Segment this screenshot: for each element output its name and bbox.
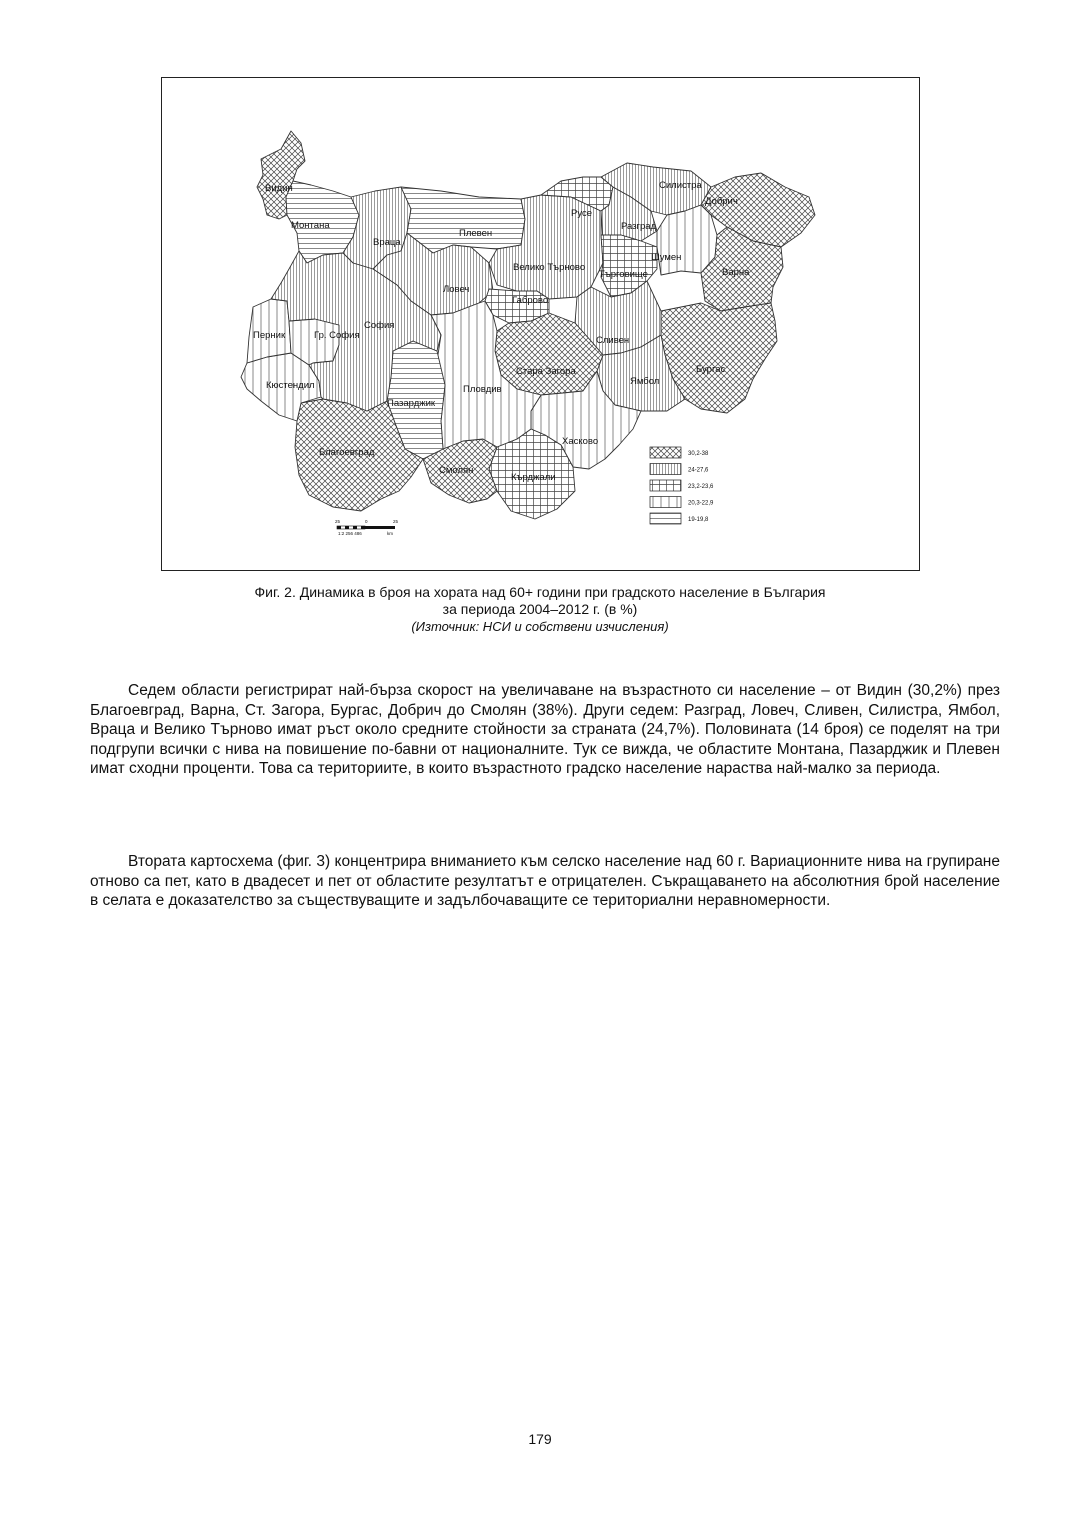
scale-tick-right: 25: [393, 519, 399, 524]
region-label-yambol: Ямбол: [630, 376, 660, 387]
region-label-pernik: Перник: [253, 330, 286, 341]
region-label-varna: Варна: [722, 267, 750, 278]
page-number: 179: [528, 1431, 552, 1447]
region-label-vratsa: Враца: [373, 237, 401, 248]
legend-label-3: 23,2-23,6: [688, 484, 714, 490]
scale-tick-mid: 0: [365, 519, 368, 524]
region-label-montana: Монтана: [291, 220, 330, 231]
region-label-razgrad: Разград: [621, 221, 657, 232]
regions-layer: [241, 131, 815, 519]
scale-ratio: 1:2 256 486: [338, 531, 362, 536]
region-label-shumen: Шумен: [651, 252, 682, 263]
region-label-plovdiv: Пловдив: [463, 384, 502, 395]
region-label-smolyan: Смолян: [439, 465, 474, 476]
region-label-blagoevgrad: Благоевград: [319, 447, 375, 458]
legend-label-1: 30,2-38: [688, 451, 709, 457]
paragraph-2: Втората картосхема (фиг. 3) концентрира вниманието към селско население над 60 г. Вариационните нива на групиране отново са пет, като в двадесет и пет от областите резултатът е отрицателен. Съкращаването на абсолютния брой население в селата е доказателство за съществуващите и задълбочаващите се териториални неравномерности.: [90, 853, 1000, 909]
legend-label-4: 20,3-22,9: [688, 500, 714, 507]
map-figure: [161, 77, 920, 571]
region-label-stara-zagora: Стара Загора: [516, 366, 576, 377]
region-label-silistra: Силистра: [659, 180, 702, 191]
scale-tick-left: 25: [335, 519, 341, 524]
region-label-sliven: Сливен: [596, 335, 630, 346]
legend-label-2: 24-27,6: [688, 467, 709, 474]
region-label-lovech: Ловеч: [443, 284, 470, 295]
region-label-vidin: Видин: [265, 183, 293, 194]
figure-source: (Източник: НСИ и собствени изчисления): [411, 619, 669, 634]
legend-swatch-3: [650, 480, 681, 491]
region-label-pazardzhik: Пазарджик: [387, 398, 436, 409]
scale-unit: km: [387, 531, 393, 536]
legend-swatch-2: [650, 464, 681, 475]
region-label-burgas: Бургас: [696, 364, 726, 375]
figure-caption-line2: за периода 2004–2012 г. (в %): [442, 601, 638, 617]
region-label-haskovo: Хасково: [562, 436, 599, 447]
figure-caption-line1: Фиг. 2. Динамика в броя на хората над 60+ години при градското население в България: [254, 584, 826, 600]
paragraph-1: Седем области регистрират най-бърза скорост на увеличаване на възрастното си население – от Видин (30,2%) през Благоевград, Варна, Ст. Загора, Бургас, Добрич до Смолян (38%). Други седем: Разград, Ловеч, Сливен, Силистра, Ямбол, Враца и Велико Търново имат ръст около средните стойности за страната (24,7%). Половината (14 броя) се поделят на три подгрупи всички с нива на повишение по-бавни от националните. Тук се вижда, че областите Монтана, Пазарджик и Плевен имат сходни проценти. Това са териториите, в които възрастното градско население нараства най-малко за периода.: [90, 682, 1000, 777]
region-label-veliko-tarnovo: Велико Търново: [513, 262, 586, 273]
region-label-dobrich: Добрич: [705, 196, 738, 207]
legend-swatch-4: [650, 497, 681, 508]
region-label-sofia-grad: Гр. София: [314, 330, 360, 341]
region-label-ruse: Русе: [571, 208, 593, 219]
map-svg: [162, 78, 919, 570]
region-label-targovishte: Търговище: [599, 269, 648, 280]
scale-bar: [335, 519, 399, 536]
region-label-pleven: Плевен: [459, 228, 493, 239]
region-label-gabrovo: Габрово: [512, 295, 549, 306]
region-label-kyustendil: Кюстендил: [266, 380, 315, 391]
legend-swatch-5: [650, 513, 681, 524]
legend-swatch-1: [650, 447, 681, 458]
legend: [650, 447, 714, 524]
region-label-kardzhali: Кърджали: [511, 472, 556, 483]
legend-label-5: 19-19,8: [688, 517, 709, 523]
region-label-sofia: София: [364, 320, 395, 331]
